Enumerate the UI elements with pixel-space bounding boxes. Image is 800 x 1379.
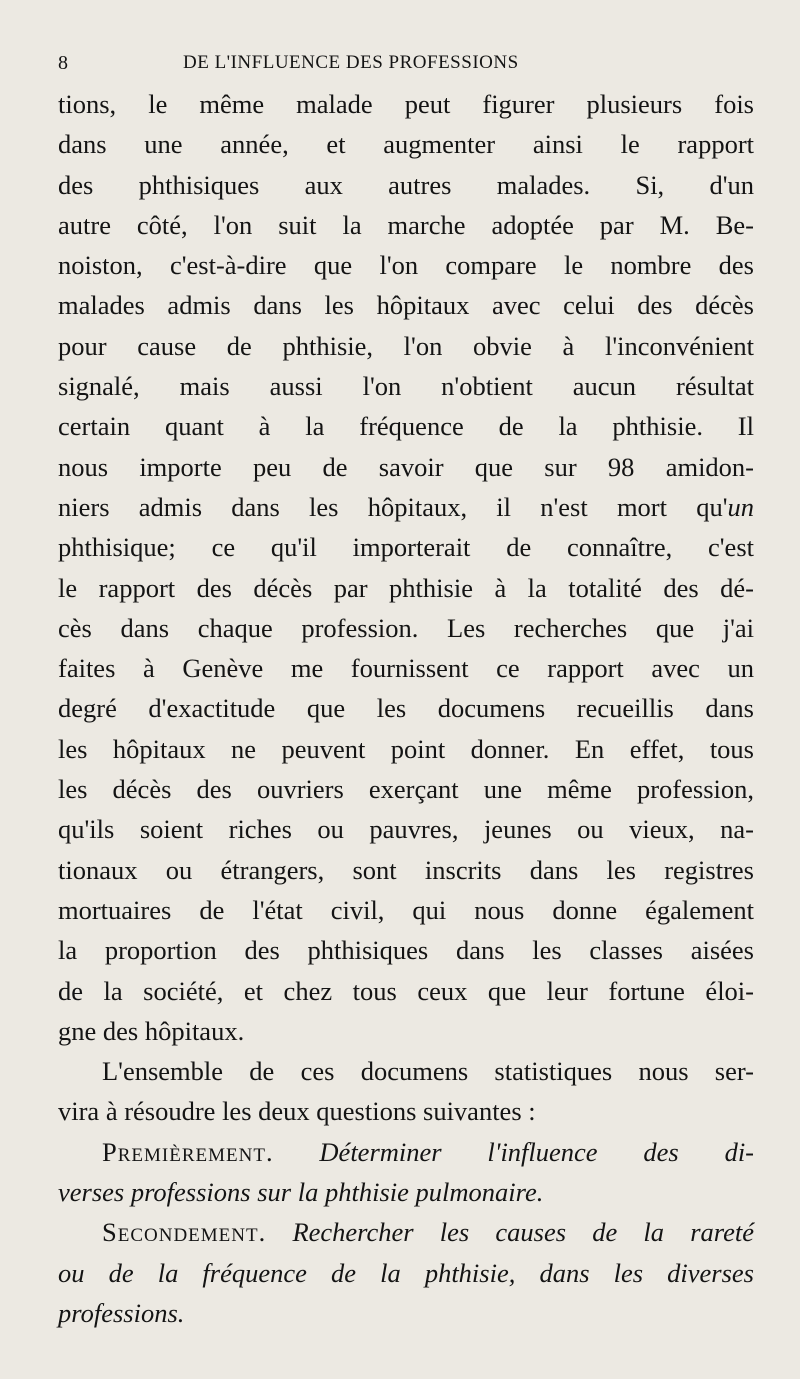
question-two-text: Rechercher les causes de la rareté — [292, 1217, 754, 1248]
question-one-line — [58, 1132, 754, 1172]
page-number: 8 — [58, 52, 69, 74]
running-head: DE L'INFLUENCE DES PROFESSIONS — [183, 52, 519, 73]
text-line-with-italic — [58, 487, 754, 527]
body-text — [58, 84, 754, 1333]
text-line: de la société, et chez tous ceux que leur fortune éloi- — [58, 975, 754, 1006]
text-line: malades admis dans les hôpitaux avec celui des décès — [58, 290, 754, 321]
text-line: signalé, mais aussi l'on n'obtient aucun résultat — [58, 371, 754, 402]
question-one-label: Premièrement. — [102, 1136, 274, 1167]
text-line: vira à résoudre les deux questions suivantes : — [58, 1096, 536, 1127]
text-line: degré d'exactitude que les documens recueillis dans — [58, 693, 754, 724]
page-header — [58, 44, 760, 84]
text-line: des phthisiques aux autres malades. Si, d'un — [58, 169, 754, 200]
text-line: tionaux ou étrangers, sont inscrits dans les registres — [58, 854, 754, 885]
question-two-line — [58, 1212, 754, 1252]
text-segment: niers admis dans les hôpitaux, il n'est mort qu' — [58, 491, 728, 522]
question-two-text: ou de la fréquence de la phthisie, dans les diverses — [58, 1257, 754, 1288]
text-line: faites à Genève me fournissent ce rapport avec un — [58, 653, 754, 684]
text-line: dans une année, et augmenter ainsi le rapport — [58, 129, 754, 160]
text-line: le rapport des décès par phthisie à la totalité des dé- — [58, 572, 754, 603]
text-line: phthisique; ce qu'il importerait de connaître, c'est — [58, 532, 754, 563]
text-line: la proportion des phthisiques dans les classes aisées — [58, 935, 754, 966]
question-two-label: Secondement. — [102, 1217, 267, 1248]
text-line: nous importe peu de savoir que sur 98 amidon- — [58, 451, 754, 482]
question-two-line — [58, 1253, 754, 1293]
italic-word: un — [727, 491, 754, 522]
text-line: autre côté, l'on suit la marche adoptée par M. Be- — [58, 209, 754, 240]
question-two-text: professions. — [58, 1297, 185, 1328]
text-line: mortuaires de l'état civil, qui nous donne également — [58, 894, 754, 925]
text-line: L'ensemble de ces documens statistiques nous ser- — [102, 1056, 754, 1087]
question-one-text: Déterminer l'influence des di- — [319, 1136, 755, 1167]
text-line: pour cause de phthisie, l'on obvie à l'inconvénient — [58, 330, 754, 361]
text-line: gne des hôpitaux. — [58, 1015, 245, 1046]
text-line: les hôpitaux ne peuvent point donner. En effet, tous — [58, 733, 754, 764]
text-line: tions, le même malade peut figurer plusieurs fois — [58, 89, 754, 119]
text-line: cès dans chaque profession. Les recherches que j'ai — [58, 612, 754, 643]
question-one-line — [58, 1172, 754, 1212]
text-line: certain quant à la fréquence de la phthisie. Il — [58, 411, 754, 442]
text-line: qu'ils soient riches ou pauvres, jeunes ou vieux, na- — [58, 814, 754, 845]
question-one-text: verses professions sur la phthisie pulmonaire. — [58, 1177, 544, 1208]
text-line: les décès des ouvriers exerçant une même profession, — [58, 774, 754, 805]
question-two-line — [58, 1293, 754, 1333]
text-line: noiston, c'est-à-dire que l'on compare le nombre des — [58, 250, 754, 281]
